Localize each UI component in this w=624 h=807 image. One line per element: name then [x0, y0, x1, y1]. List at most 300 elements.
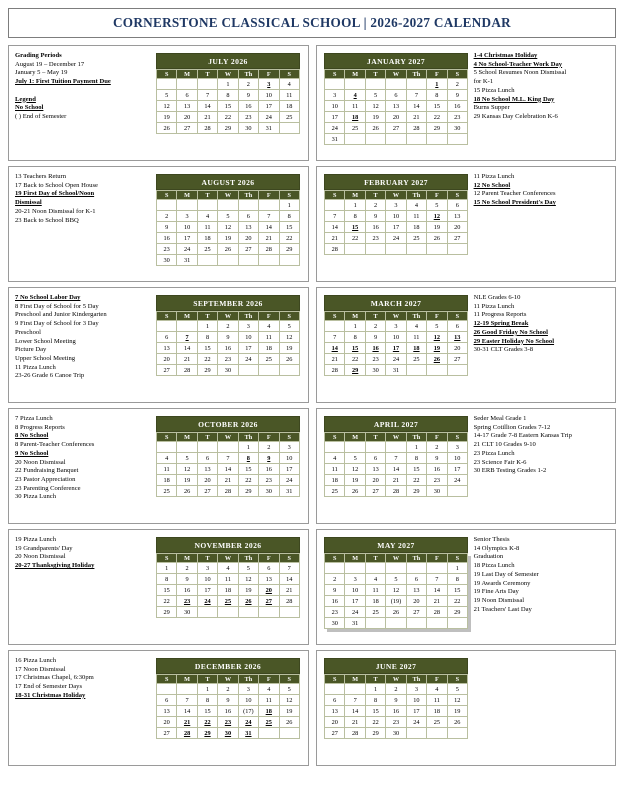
day-cell[interactable]: 2 — [386, 684, 406, 695]
day-cell[interactable]: 24 — [259, 112, 279, 123]
day-cell[interactable]: 26 — [345, 486, 365, 497]
day-cell[interactable]: 2 — [427, 442, 447, 453]
day-cell[interactable]: 8 — [238, 453, 258, 464]
day-cell[interactable]: 18 — [218, 585, 238, 596]
day-cell[interactable]: 19 — [427, 222, 447, 233]
day-cell[interactable]: 2 — [177, 563, 197, 574]
day-cell[interactable]: 10 — [238, 695, 258, 706]
day-cell[interactable]: 21 — [218, 475, 238, 486]
day-cell[interactable]: 14 — [279, 574, 299, 585]
day-cell[interactable]: 15 — [447, 585, 467, 596]
day-cell[interactable]: 25 — [259, 354, 279, 365]
day-cell[interactable]: 30 — [325, 618, 345, 629]
day-cell[interactable]: 19 — [427, 343, 447, 354]
day-cell[interactable]: 4 — [259, 321, 279, 332]
day-cell[interactable]: 27 — [156, 728, 176, 739]
day-cell[interactable]: 20 — [177, 112, 197, 123]
day-cell[interactable]: 17 — [177, 233, 197, 244]
day-cell[interactable]: 7 — [345, 695, 365, 706]
day-cell[interactable]: 20 — [447, 222, 467, 233]
day-cell[interactable]: 6 — [325, 695, 345, 706]
day-cell[interactable]: 10 — [325, 101, 345, 112]
day-cell[interactable]: 1 — [156, 563, 176, 574]
day-cell[interactable]: 22 — [365, 717, 385, 728]
day-cell[interactable]: 25 — [279, 112, 299, 123]
day-cell[interactable]: 7 — [177, 332, 197, 343]
day-cell[interactable]: 6 — [259, 563, 279, 574]
day-cell[interactable]: 24 — [406, 717, 426, 728]
day-cell[interactable]: 9 — [365, 332, 385, 343]
day-cell[interactable]: 18 — [325, 475, 345, 486]
day-cell[interactable]: 5 — [345, 453, 365, 464]
day-cell[interactable]: 15 — [406, 464, 426, 475]
day-cell[interactable]: 29 — [447, 607, 467, 618]
day-cell[interactable]: 12 — [427, 211, 447, 222]
day-cell[interactable]: 17 — [238, 343, 258, 354]
day-cell[interactable]: 24 — [386, 233, 406, 244]
day-cell[interactable]: 12 — [427, 332, 447, 343]
day-cell[interactable]: 17 — [345, 596, 365, 607]
day-cell[interactable]: 17 — [406, 706, 426, 717]
day-cell[interactable]: 6 — [156, 332, 176, 343]
day-cell[interactable]: 5 — [427, 200, 447, 211]
day-cell[interactable]: 28 — [279, 596, 299, 607]
day-cell[interactable]: 14 — [325, 222, 345, 233]
day-cell[interactable]: 28 — [325, 244, 345, 255]
day-cell[interactable]: 3 — [177, 211, 197, 222]
day-cell[interactable]: 24 — [386, 354, 406, 365]
day-cell[interactable]: 8 — [447, 574, 467, 585]
day-cell[interactable]: 4 — [406, 321, 426, 332]
day-cell[interactable]: 27 — [406, 607, 426, 618]
day-cell[interactable]: 20 — [325, 717, 345, 728]
day-cell[interactable]: 1 — [238, 442, 258, 453]
day-cell[interactable]: 22 — [156, 596, 176, 607]
day-cell[interactable]: (17) — [238, 706, 258, 717]
day-cell[interactable]: 16 — [427, 464, 447, 475]
day-cell[interactable]: 26 — [447, 717, 467, 728]
day-cell[interactable]: 27 — [238, 244, 258, 255]
day-cell[interactable]: 13 — [386, 101, 406, 112]
day-cell[interactable]: 27 — [447, 233, 467, 244]
day-cell[interactable]: 13 — [259, 574, 279, 585]
day-cell[interactable]: 3 — [447, 442, 467, 453]
day-cell[interactable]: 3 — [238, 321, 258, 332]
day-cell[interactable]: 13 — [325, 706, 345, 717]
day-cell[interactable]: 1 — [447, 563, 467, 574]
day-cell[interactable]: 9 — [365, 211, 385, 222]
day-cell[interactable]: 4 — [279, 79, 299, 90]
day-cell[interactable]: 28 — [177, 365, 197, 376]
day-cell[interactable]: 12 — [177, 464, 197, 475]
day-cell[interactable]: 25 — [365, 607, 385, 618]
day-cell[interactable]: 29 — [279, 244, 299, 255]
day-cell[interactable]: 25 — [156, 486, 176, 497]
day-cell[interactable]: 14 — [177, 343, 197, 354]
day-cell[interactable]: 20 — [238, 233, 258, 244]
day-cell[interactable]: 13 — [447, 211, 467, 222]
day-cell[interactable]: 14 — [177, 706, 197, 717]
day-cell[interactable]: 30 — [427, 486, 447, 497]
day-cell[interactable]: 1 — [345, 200, 365, 211]
day-cell[interactable]: 22 — [218, 112, 238, 123]
day-cell[interactable]: 14 — [427, 585, 447, 596]
day-cell[interactable]: 28 — [325, 365, 345, 376]
day-cell[interactable]: 12 — [279, 695, 299, 706]
day-cell[interactable]: 28 — [386, 486, 406, 497]
day-cell[interactable]: 17 — [386, 343, 406, 354]
day-cell[interactable]: 24 — [325, 123, 345, 134]
day-cell[interactable]: 25 — [406, 233, 426, 244]
day-cell[interactable]: 13 — [447, 332, 467, 343]
day-cell[interactable]: 19 — [238, 585, 258, 596]
day-cell[interactable]: 8 — [406, 453, 426, 464]
day-cell[interactable]: 4 — [427, 684, 447, 695]
day-cell[interactable]: 11 — [259, 332, 279, 343]
day-cell[interactable]: 23 — [365, 233, 385, 244]
day-cell[interactable]: 14 — [406, 101, 426, 112]
day-cell[interactable]: 6 — [156, 695, 176, 706]
day-cell[interactable]: 17 — [197, 585, 217, 596]
day-cell[interactable]: 29 — [345, 365, 365, 376]
day-cell[interactable]: 7 — [427, 574, 447, 585]
day-cell[interactable]: 3 — [197, 563, 217, 574]
day-cell[interactable]: 22 — [427, 112, 447, 123]
day-cell[interactable]: 2 — [156, 211, 176, 222]
day-cell[interactable]: 4 — [218, 563, 238, 574]
day-cell[interactable]: 26 — [279, 717, 299, 728]
day-cell[interactable]: 22 — [197, 354, 217, 365]
day-cell[interactable]: 23 — [218, 717, 238, 728]
day-cell[interactable]: 29 — [365, 728, 385, 739]
day-cell[interactable]: 2 — [447, 79, 467, 90]
day-cell[interactable]: 27 — [325, 728, 345, 739]
day-cell[interactable]: 11 — [156, 464, 176, 475]
day-cell[interactable]: 17 — [325, 112, 345, 123]
day-cell[interactable]: 9 — [156, 222, 176, 233]
day-cell[interactable]: 26 — [427, 354, 447, 365]
day-cell[interactable]: 16 — [218, 343, 238, 354]
day-cell[interactable]: 21 — [386, 475, 406, 486]
day-cell[interactable]: 11 — [197, 222, 217, 233]
day-cell[interactable]: 12 — [345, 464, 365, 475]
day-cell[interactable]: 12 — [386, 585, 406, 596]
day-cell[interactable]: 25 — [406, 354, 426, 365]
day-cell[interactable]: 21 — [197, 112, 217, 123]
day-cell[interactable]: 3 — [386, 200, 406, 211]
day-cell[interactable]: 1 — [427, 79, 447, 90]
day-cell[interactable]: 1 — [197, 684, 217, 695]
day-cell[interactable]: 18 — [406, 222, 426, 233]
day-cell[interactable]: 27 — [386, 123, 406, 134]
day-cell[interactable]: 19 — [345, 475, 365, 486]
day-cell[interactable]: 12 — [238, 574, 258, 585]
day-cell[interactable]: 18 — [427, 706, 447, 717]
day-cell[interactable]: 18 — [279, 101, 299, 112]
day-cell[interactable]: 22 — [406, 475, 426, 486]
day-cell[interactable]: 31 — [386, 365, 406, 376]
day-cell[interactable]: 12 — [279, 332, 299, 343]
day-cell[interactable]: 6 — [447, 200, 467, 211]
day-cell[interactable]: 14 — [259, 222, 279, 233]
day-cell[interactable]: 25 — [197, 244, 217, 255]
day-cell[interactable]: 31 — [259, 123, 279, 134]
day-cell[interactable]: 20 — [406, 596, 426, 607]
day-cell[interactable]: 4 — [325, 453, 345, 464]
day-cell[interactable]: 25 — [259, 717, 279, 728]
day-cell[interactable]: 11 — [406, 332, 426, 343]
day-cell[interactable]: 15 — [345, 222, 365, 233]
day-cell[interactable]: 23 — [386, 717, 406, 728]
day-cell[interactable]: 27 — [156, 365, 176, 376]
day-cell[interactable]: 22 — [345, 354, 365, 365]
day-cell[interactable]: 27 — [197, 486, 217, 497]
day-cell[interactable]: 29 — [238, 486, 258, 497]
day-cell[interactable]: 10 — [177, 222, 197, 233]
day-cell[interactable]: 31 — [345, 618, 365, 629]
day-cell[interactable]: 7 — [197, 90, 217, 101]
day-cell[interactable]: 1 — [365, 684, 385, 695]
day-cell[interactable]: 10 — [238, 332, 258, 343]
day-cell[interactable]: 7 — [259, 211, 279, 222]
day-cell[interactable]: 7 — [177, 695, 197, 706]
day-cell[interactable]: 20 — [447, 343, 467, 354]
day-cell[interactable]: 30 — [365, 365, 385, 376]
day-cell[interactable]: 1 — [218, 79, 238, 90]
day-cell[interactable]: 9 — [218, 332, 238, 343]
day-cell[interactable]: 3 — [345, 574, 365, 585]
day-cell[interactable]: 17 — [279, 464, 299, 475]
day-cell[interactable]: 9 — [325, 585, 345, 596]
day-cell[interactable]: 2 — [365, 200, 385, 211]
day-cell[interactable]: 8 — [218, 90, 238, 101]
day-cell[interactable]: 15 — [279, 222, 299, 233]
day-cell[interactable]: 21 — [427, 596, 447, 607]
day-cell[interactable]: 24 — [197, 596, 217, 607]
day-cell[interactable]: 19 — [279, 706, 299, 717]
day-cell[interactable]: 13 — [156, 343, 176, 354]
day-cell[interactable]: 7 — [218, 453, 238, 464]
day-cell[interactable]: 2 — [259, 442, 279, 453]
day-cell[interactable]: 2 — [325, 574, 345, 585]
day-cell[interactable]: 28 — [406, 123, 426, 134]
day-cell[interactable]: 25 — [345, 123, 365, 134]
day-cell[interactable]: 9 — [238, 90, 258, 101]
day-cell[interactable]: 9 — [259, 453, 279, 464]
day-cell[interactable]: 5 — [365, 90, 385, 101]
day-cell[interactable]: 10 — [345, 585, 365, 596]
day-cell[interactable]: 25 — [218, 596, 238, 607]
day-cell[interactable]: 11 — [279, 90, 299, 101]
day-cell[interactable]: 5 — [156, 90, 176, 101]
day-cell[interactable]: 30 — [238, 123, 258, 134]
day-cell[interactable]: 11 — [259, 695, 279, 706]
day-cell[interactable]: 26 — [177, 486, 197, 497]
day-cell[interactable]: 31 — [279, 486, 299, 497]
day-cell[interactable]: 10 — [386, 332, 406, 343]
day-cell[interactable]: 13 — [406, 585, 426, 596]
day-cell[interactable]: 1 — [197, 321, 217, 332]
day-cell[interactable]: 9 — [218, 695, 238, 706]
day-cell[interactable]: 8 — [197, 332, 217, 343]
day-cell[interactable]: 21 — [177, 717, 197, 728]
day-cell[interactable]: 14 — [386, 464, 406, 475]
day-cell[interactable]: 23 — [218, 354, 238, 365]
day-cell[interactable]: 25 — [325, 486, 345, 497]
day-cell[interactable]: 26 — [427, 233, 447, 244]
day-cell[interactable]: 20 — [197, 475, 217, 486]
day-cell[interactable]: 2 — [218, 321, 238, 332]
day-cell[interactable]: 12 — [156, 101, 176, 112]
day-cell[interactable]: 11 — [325, 464, 345, 475]
day-cell[interactable]: 30 — [177, 607, 197, 618]
day-cell[interactable]: 6 — [365, 453, 385, 464]
day-cell[interactable]: 4 — [259, 684, 279, 695]
day-cell[interactable]: 9 — [447, 90, 467, 101]
day-cell[interactable]: 26 — [386, 607, 406, 618]
day-cell[interactable]: 29 — [218, 123, 238, 134]
day-cell[interactable]: 12 — [218, 222, 238, 233]
day-cell[interactable]: 30 — [218, 365, 238, 376]
day-cell[interactable]: 15 — [238, 464, 258, 475]
day-cell[interactable]: 1 — [345, 321, 365, 332]
day-cell[interactable]: 9 — [386, 695, 406, 706]
day-cell[interactable]: 23 — [156, 244, 176, 255]
day-cell[interactable]: 19 — [365, 112, 385, 123]
day-cell[interactable]: 14 — [197, 101, 217, 112]
day-cell[interactable]: 16 — [238, 101, 258, 112]
day-cell[interactable]: 9 — [177, 574, 197, 585]
day-cell[interactable]: 29 — [197, 365, 217, 376]
day-cell[interactable]: 22 — [345, 233, 365, 244]
day-cell[interactable]: 30 — [386, 728, 406, 739]
day-cell[interactable]: 13 — [177, 101, 197, 112]
day-cell[interactable]: 24 — [447, 475, 467, 486]
day-cell[interactable]: 2 — [365, 321, 385, 332]
day-cell[interactable]: 10 — [259, 90, 279, 101]
day-cell[interactable]: 28 — [259, 244, 279, 255]
day-cell[interactable]: 13 — [238, 222, 258, 233]
day-cell[interactable]: 21 — [325, 233, 345, 244]
day-cell[interactable]: 16 — [325, 596, 345, 607]
day-cell[interactable]: 28 — [427, 607, 447, 618]
day-cell[interactable]: 16 — [218, 706, 238, 717]
day-cell[interactable]: 6 — [447, 321, 467, 332]
day-cell[interactable]: 24 — [238, 354, 258, 365]
day-cell[interactable]: 24 — [345, 607, 365, 618]
day-cell[interactable]: 13 — [197, 464, 217, 475]
day-cell[interactable]: 3 — [325, 90, 345, 101]
day-cell[interactable]: 27 — [447, 354, 467, 365]
day-cell[interactable]: 15 — [156, 585, 176, 596]
day-cell[interactable]: 19 — [447, 706, 467, 717]
day-cell[interactable]: 28 — [197, 123, 217, 134]
day-cell[interactable]: 22 — [447, 596, 467, 607]
day-cell[interactable]: 29 — [156, 607, 176, 618]
day-cell[interactable]: 1 — [279, 200, 299, 211]
day-cell[interactable]: 31 — [238, 728, 258, 739]
day-cell[interactable]: 3 — [386, 321, 406, 332]
day-cell[interactable]: 10 — [279, 453, 299, 464]
day-cell[interactable]: 31 — [325, 134, 345, 145]
day-cell[interactable]: 28 — [218, 486, 238, 497]
day-cell[interactable]: 18 — [156, 475, 176, 486]
day-cell[interactable]: 16 — [365, 343, 385, 354]
day-cell[interactable]: 3 — [259, 79, 279, 90]
day-cell[interactable]: 16 — [177, 585, 197, 596]
day-cell[interactable]: 10 — [197, 574, 217, 585]
day-cell[interactable]: 10 — [386, 211, 406, 222]
day-cell[interactable]: 5 — [279, 684, 299, 695]
day-cell[interactable]: 3 — [406, 684, 426, 695]
day-cell[interactable]: 4 — [156, 453, 176, 464]
day-cell[interactable]: 10 — [447, 453, 467, 464]
day-cell[interactable]: 2 — [218, 684, 238, 695]
day-cell[interactable]: 19 — [279, 343, 299, 354]
day-cell[interactable]: 28 — [345, 728, 365, 739]
day-cell[interactable]: 21 — [325, 354, 345, 365]
day-cell[interactable]: 8 — [427, 90, 447, 101]
day-cell[interactable]: 26 — [238, 596, 258, 607]
day-cell[interactable]: 18 — [406, 343, 426, 354]
day-cell[interactable]: 5 — [279, 321, 299, 332]
day-cell[interactable]: 16 — [365, 222, 385, 233]
day-cell[interactable]: 22 — [279, 233, 299, 244]
day-cell[interactable]: 21 — [345, 717, 365, 728]
day-cell[interactable]: 20 — [156, 354, 176, 365]
day-cell[interactable]: 15 — [427, 101, 447, 112]
day-cell[interactable]: 1 — [406, 442, 426, 453]
day-cell[interactable]: 3 — [279, 442, 299, 453]
day-cell[interactable]: 6 — [197, 453, 217, 464]
day-cell[interactable]: 18 — [365, 596, 385, 607]
day-cell[interactable]: 24 — [177, 244, 197, 255]
day-cell[interactable]: 15 — [345, 343, 365, 354]
day-cell[interactable]: 8 — [197, 695, 217, 706]
day-cell[interactable]: 31 — [177, 255, 197, 266]
day-cell[interactable]: 26 — [279, 354, 299, 365]
day-cell[interactable]: 18 — [259, 343, 279, 354]
day-cell[interactable]: 16 — [156, 233, 176, 244]
day-cell[interactable]: 16 — [447, 101, 467, 112]
day-cell[interactable]: 6 — [386, 90, 406, 101]
day-cell[interactable]: 23 — [177, 596, 197, 607]
day-cell[interactable]: 23 — [365, 354, 385, 365]
day-cell[interactable]: 23 — [427, 475, 447, 486]
day-cell[interactable]: 10 — [406, 695, 426, 706]
day-cell[interactable]: 23 — [325, 607, 345, 618]
day-cell[interactable]: 17 — [386, 222, 406, 233]
day-cell[interactable]: 14 — [218, 464, 238, 475]
day-cell[interactable]: 13 — [365, 464, 385, 475]
day-cell[interactable]: 17 — [259, 101, 279, 112]
day-cell[interactable]: 17 — [447, 464, 467, 475]
day-cell[interactable]: 22 — [197, 717, 217, 728]
day-cell[interactable]: 11 — [427, 695, 447, 706]
day-cell[interactable]: 23 — [259, 475, 279, 486]
day-cell[interactable]: 4 — [406, 200, 426, 211]
day-cell[interactable]: 18 — [259, 706, 279, 717]
day-cell[interactable]: 12 — [365, 101, 385, 112]
day-cell[interactable]: (19) — [386, 596, 406, 607]
day-cell[interactable]: 30 — [218, 728, 238, 739]
day-cell[interactable]: 14 — [325, 343, 345, 354]
day-cell[interactable]: 20 — [259, 585, 279, 596]
day-cell[interactable]: 26 — [156, 123, 176, 134]
day-cell[interactable]: 14 — [345, 706, 365, 717]
day-cell[interactable]: 20 — [365, 475, 385, 486]
day-cell[interactable]: 7 — [386, 453, 406, 464]
